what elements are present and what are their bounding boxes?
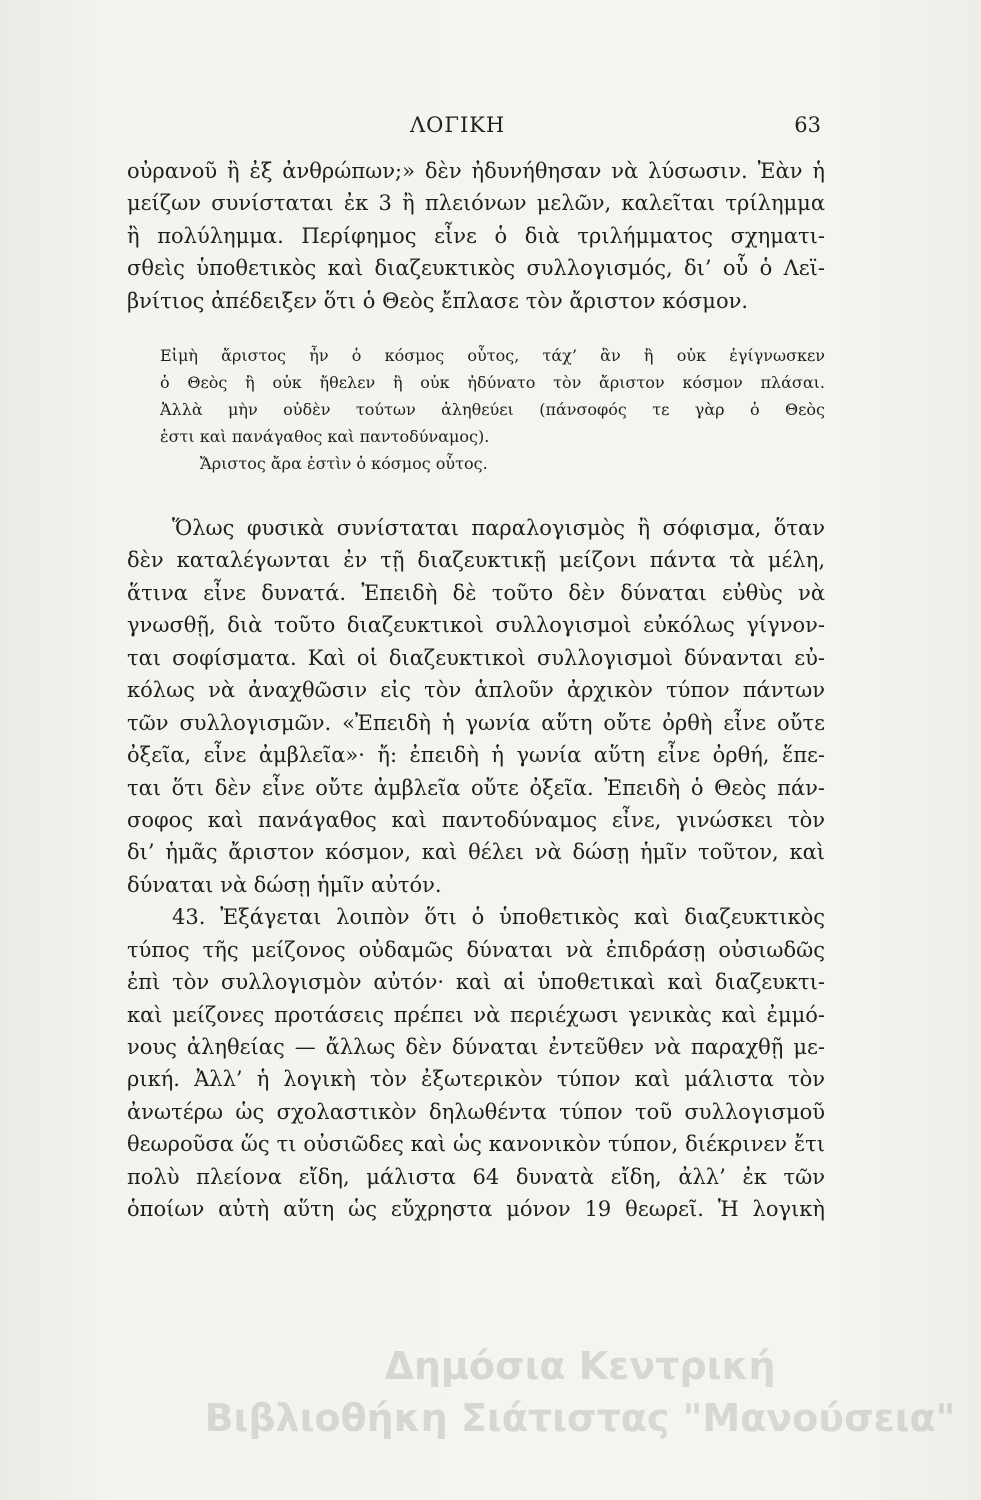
text-line: ἢ πολύλημμα. Περίφημος εἶνε ὁ διὰ τριλήμματος σχηματι-: [127, 223, 825, 248]
text-line: Ὅλως φυσικὰ συνίσταται παραλογισμὸς ἢ σόφισμα, ὅταν: [172, 516, 825, 540]
text-line: ἀνωτέρω ὡς σχολαστικὸν δηλωθέντα τύπον τοῦ συλλογισμοῦ: [127, 1099, 825, 1124]
watermark-line-1: Δημόσια Κεντρική: [384, 1344, 776, 1388]
text-line: δὲν καταλέγωνται ἐν τῇ διαζευκτικῇ μείζονι πάντα τὰ μέλη,: [127, 548, 825, 573]
text-line: σοφος καὶ πανάγαθος καὶ παντοδύναμος εἶνε, γινώσκει τὸν: [127, 807, 825, 832]
text-line: ἅτινα εἶνε δυνατά. Ἐπειδὴ δὲ τοῦτο δὲν δύναται εὐθὺς νὰ: [127, 580, 825, 605]
text-line: δύναται νὰ δώσῃ ἡμῖν αὐτόν.: [127, 872, 442, 897]
running-head: [0, 113, 981, 143]
text-line: μείζων συνίσταται ἐκ 3 ἢ πλειόνων μελῶν, καλεῖται τρίλημμα: [127, 191, 825, 216]
syllogism-line: Εἰμὴ ἄριστος ἦν ὁ κόσμος οὗτος, τάχ’ ἂν ἢ οὐκ ἐγίγνωσκεν: [160, 346, 825, 365]
text-line-section-43: 43. Ἐξάγεται λοιπὸν ὅτι ὁ ὑποθετικὸς καὶ διαζευκτικὸς: [172, 905, 825, 930]
syllogism-line: Ἀλλὰ μὴν οὐδὲν τούτων ἀληθεύει (πάνσοφός τε γὰρ ὁ Θεὸς: [160, 400, 825, 419]
page-number: 63: [794, 113, 821, 137]
text-line: θεωροῦσα ὥς τι οὐσιῶδες καὶ ὡς κανονικὸν τύπον, διέκρινεν ἔτι: [127, 1132, 825, 1157]
text-line: ται σοφίσματα. Καὶ οἱ διαζευκτικοὶ συλλογισμοὶ δύνανται εὐ-: [127, 645, 825, 670]
paragraph-continuation: [127, 155, 825, 317]
text-line: πολὺ πλείονα εἴδη, μάλιστα 64 δυνατὰ εἴδη, ἀλλ’ ἐκ τῶν: [127, 1164, 825, 1189]
text-line: ὀξεῖα, εἶνε ἀμβλεῖα»· ἤ: ἐπειδὴ ἡ γωνία αὕτη εἶνε ὀρθή, ἕπε-: [127, 743, 825, 768]
text-line: καὶ μείζονες προτάσεις πρέπει νὰ περιέχωσι γενικὰς καὶ ἐμμό-: [127, 1002, 825, 1027]
text-line: σθεὶς ὑποθετικὸς καὶ διαζευκτικὸς συλλογισμός, δι’ οὗ ὁ Λεϊ-: [127, 256, 825, 281]
text-line: ται ὅτι δὲν εἶνε οὔτε ἀμβλεῖα οὔτε ὀξεῖα. Ἐπειδὴ ὁ Θεὸς πάν-: [127, 775, 825, 800]
text-line: ὁποίων αὐτὴ αὕτη ὡς εὔχρηστα μόνον 19 θεωρεῖ. Ἡ λογικὴ: [127, 1197, 825, 1222]
text-line: τῶν συλλογισμῶν. «Ἐπειδὴ ἡ γωνία αὕτη οὔτε ὀρθὴ εἶνε οὔτε: [127, 710, 825, 735]
text-line: βνίτιος ἀπέδειξεν ὅτι ὁ Θεὸς ἔπλασε τὸν ἄριστον κόσμον.: [127, 288, 749, 313]
text-line: γνωσθῇ, διὰ τοῦτο διαζευκτικοὶ συλλογισμοὶ εὐκόλως γίγνον-: [127, 613, 825, 638]
main-text: [127, 512, 825, 1226]
watermark-line-2: Βιβλιοθήκη Σιάτιστας "Μανούσεια": [204, 1396, 956, 1440]
syllogism-line: ὁ Θεὸς ἢ οὐκ ἤθελεν ἢ οὐκ ἠδύνατο τὸν ἄριστον κόσμον πλάσαι.: [160, 373, 825, 392]
text-line: τύπος τῆς μείζονος οὐδαμῶς δύναται νὰ ἐπιδράσῃ οὐσιωδῶς: [127, 937, 825, 962]
library-watermark: [200, 1340, 960, 1444]
text-line: νους ἀληθείας — ἄλλως δὲν δύναται ἐντεῦθεν νὰ παραχθῇ με-: [127, 1035, 825, 1059]
text-line: ρική. Ἀλλ’ ἡ λογικὴ τὸν ἐξωτερικὸν τύπον καὶ μάλιστα τὸν: [127, 1067, 825, 1092]
text-line: δι’ ἡμᾶς ἄριστον κόσμον, καὶ θέλει νὰ δώσῃ ἡμῖν τοῦτον, καὶ: [127, 840, 825, 865]
syllogism-line: ἐστι καὶ πανάγαθος καὶ παντοδύναμος).: [160, 427, 490, 446]
text-line: ἐπὶ τὸν συλλογισμὸν αὐτόν· καὶ αἱ ὑποθετικαὶ καὶ διαζευκτι-: [127, 970, 825, 995]
text-line: οὐρανοῦ ἢ ἐξ ἀνθρώπων;» δὲν ἠδυνήθησαν νὰ λύσωσιν. Ἐὰν ἡ: [127, 159, 825, 183]
running-title: ΛΟΓΙΚΗ: [410, 113, 506, 137]
syllogism-quotation: [160, 342, 825, 477]
syllogism-conclusion: Ἄριστος ἄρα ἐστὶν ὁ κόσμος οὗτος.: [200, 454, 488, 473]
text-line: κόλως νὰ ἀναχθῶσιν εἰς τὸν ἁπλοῦν ἀρχικὸν τύπον πάντων: [127, 678, 825, 703]
